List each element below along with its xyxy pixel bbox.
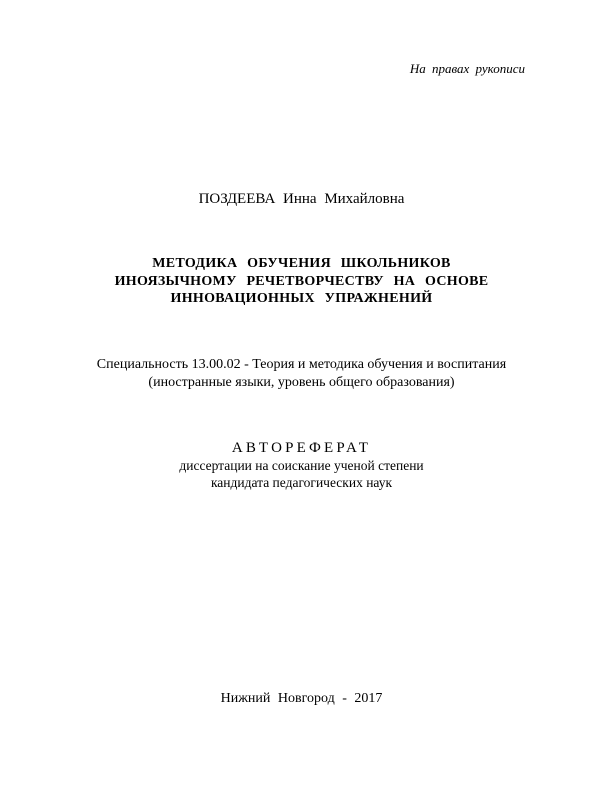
abstract-heading: АВТОРЕФЕРАТ (231, 440, 372, 456)
abstract-line-1: диссертации на соискание ученой степени (179, 458, 424, 473)
author-name: ПОЗДЕЕВА Инна Михайловна (198, 191, 405, 207)
title-line-2: ИНОЯЗЫЧНОМУ РЕЧЕТВОРЧЕСТВУ НА ОСНОВЕ (114, 274, 489, 289)
specialty-line-2: (иностранные языки, уровень общего образования) (148, 375, 455, 390)
title-line-1: МЕТОДИКА ОБУЧЕНИЯ ШКОЛЬНИКОВ (152, 256, 451, 271)
title-line-3: ИННОВАЦИОННЫХ УПРАЖНЕНИЙ (170, 291, 433, 306)
manuscript-note: На правах рукописи (409, 61, 525, 76)
specialty-line-1: Специальность 13.00.02 - Теория и методика обучения и воспитания (96, 357, 507, 372)
abstract-line-2: кандидата педагогических наук (210, 475, 393, 490)
place-year: Нижний Новгород - 2017 (220, 691, 383, 706)
